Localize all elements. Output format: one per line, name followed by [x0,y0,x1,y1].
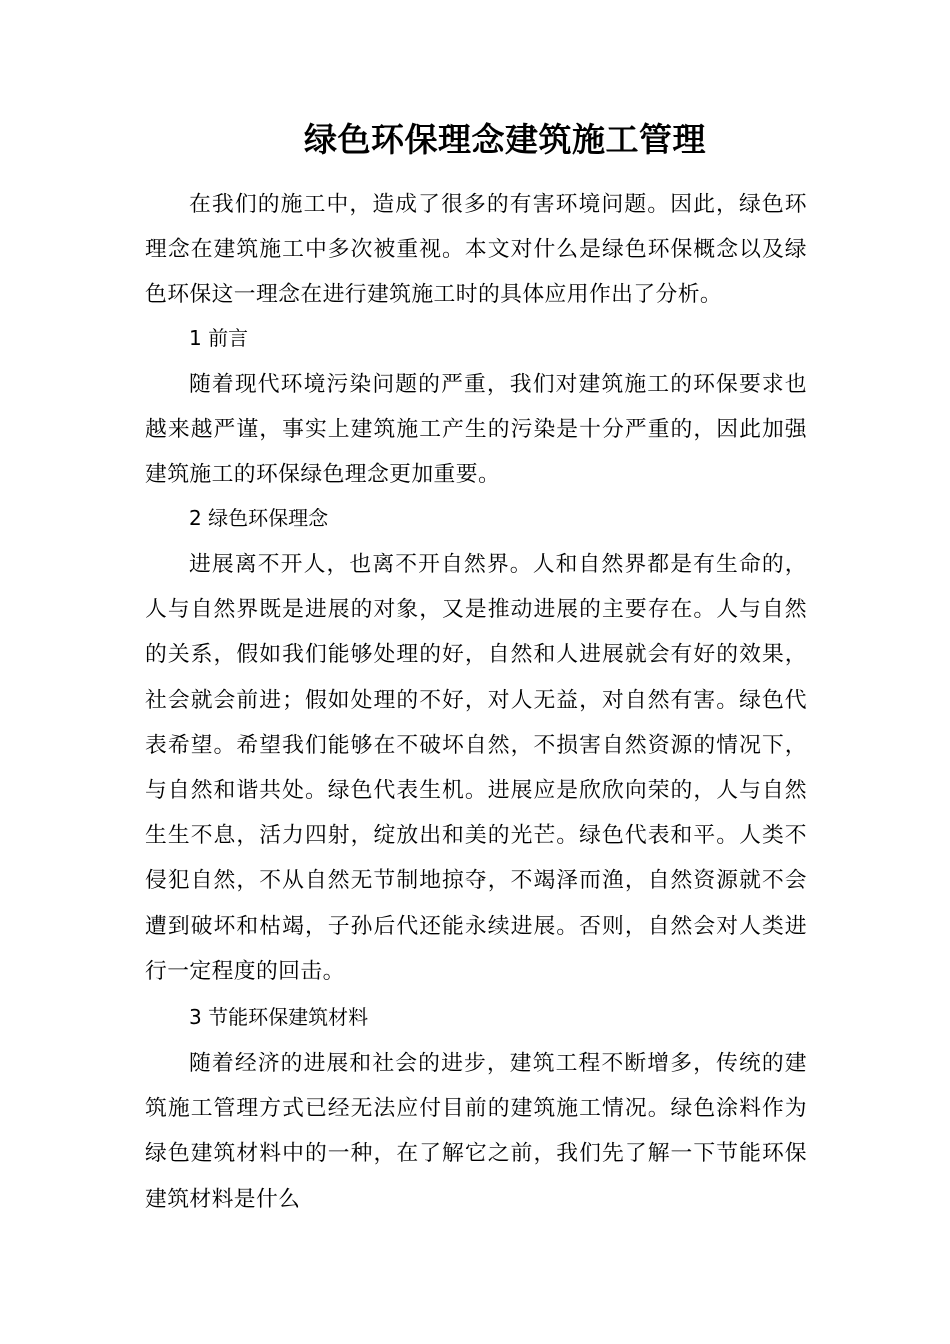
document-title: 绿色环保理念建筑施工管理 [304,120,706,159]
intro-paragraph: 在我们的施工中，造成了很多的有害环境问题。因此，绿色环理念在建筑施工中多次被重视。本文对什么是绿色环保概念以及绿色环保这一理念在进行建筑施工时的具体应用作出了分析。 [145,192,807,308]
section-body-2: 进展离不开人，也离不开自然界。人和自然界都是有生命的，人与自然界既是进展的对象，又是推动进展的主要存在。人与自然的关系，假如我们能够处理的好，自然和人进展就会有好的效果，社会就会前进；假如处理的不好，对人无益，对自然有害。绿色代表希望。希望我们能够在不破坏自然，不损害自然资源的情况下，与自然和谐共处。绿色代表生机。进展应是欣欣向荣的，人与自然生生不息，活力四射，绽放出和美的光芒。绿色代表和平。人类不侵犯自然，不从自然无节制地掠夺，不竭泽而渔，自然资源就不会遭到破坏和枯竭，子孙后代还能永续进展。否则，自然会对人类进行一定程度的回击。 [145,552,807,984]
section-body-3: 随着经济的进展和社会的进步，建筑工程不断增多，传统的建筑施工管理方式已经无法应付目前的建筑施工情况。绿色涂料作为绿色建筑材料中的一种，在了解它之前，我们先了解一下节能环保建筑材料是什么 [145,1051,807,1212]
section-body-1: 随着现代环境污染问题的严重，我们对建筑施工的环保要求也越来越严谨，事实上建筑施工产生的污染是十分严重的，因此加强建筑施工的环保绿色理念更加重要。 [145,372,807,488]
section-heading-2: 2 绿色环保理念 [189,506,329,530]
section-heading-1: 1 前言 [189,326,249,350]
section-heading-3: 3 节能环保建筑材料 [189,1005,369,1029]
